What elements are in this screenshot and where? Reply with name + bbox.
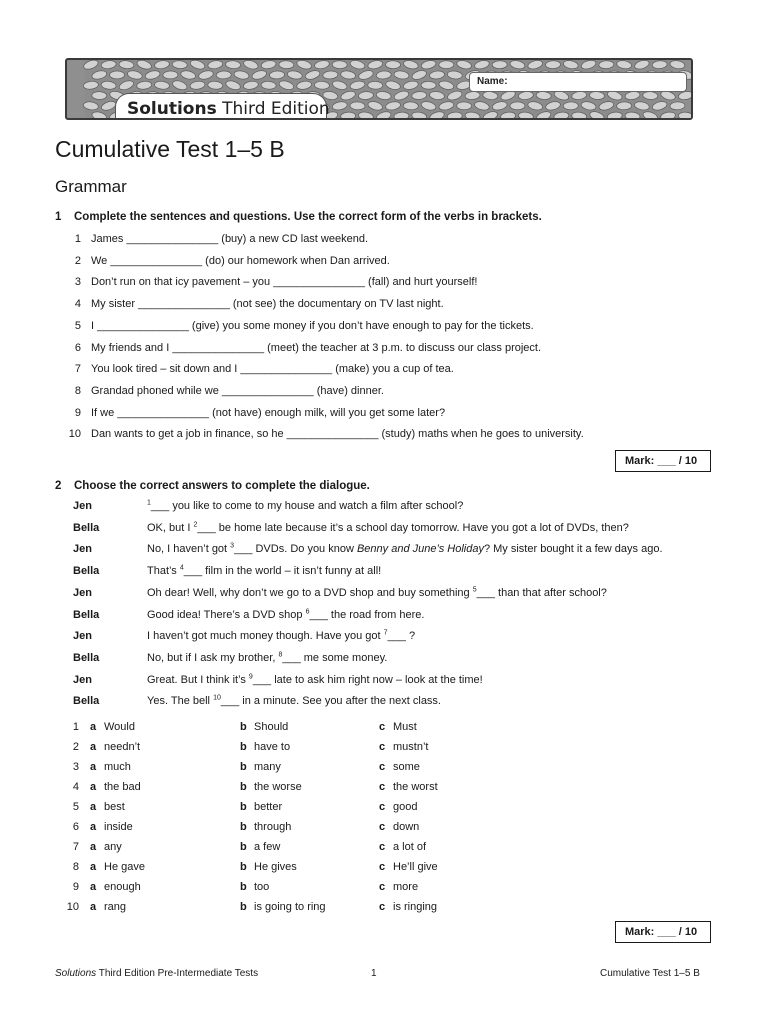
gap-number: 1 — [147, 499, 151, 507]
sentence-item — [62, 255, 390, 267]
dialogue-text: Great. But I think it’s — [147, 673, 249, 686]
option-c: Must — [393, 721, 417, 733]
item-number: 7 — [74, 363, 81, 376]
option-row — [62, 821, 722, 835]
option-letter: b — [240, 761, 247, 773]
item-number: 9 — [74, 406, 81, 419]
option-number: 4 — [72, 781, 79, 793]
option-c: a lot of — [393, 841, 427, 853]
footer-right: Cumulative Test 1–5 B — [600, 968, 700, 979]
option-a: needn’t — [104, 741, 141, 753]
item-number: 5 — [74, 319, 81, 332]
option-letter: c — [379, 821, 386, 833]
item-text: Grandad phoned while we _______________ (have) dinner. — [91, 384, 384, 397]
dialogue-text: Oh dear! Well, why don’t we go to a DVD shop and buy something — [147, 586, 473, 599]
item-number: 2 — [74, 254, 81, 267]
sentence-item — [62, 385, 384, 397]
option-letter: b — [240, 741, 247, 753]
dialogue-text: ? My sister bought it a few days ago. — [483, 543, 663, 556]
item-text: Dan wants to get a job in finance, so he _______________ (study) maths when he goes to university. — [91, 428, 584, 441]
option-letter: a — [90, 741, 97, 753]
option-letter: b — [240, 721, 247, 733]
gap-number: 8 — [278, 651, 283, 659]
dialogue-speaker: Jen — [73, 673, 92, 686]
option-letter: c — [379, 741, 386, 753]
option-number: 2 — [72, 741, 79, 753]
item-text: My sister _______________ (not see) the documentary on TV last night. — [91, 298, 444, 311]
dialogue-line — [147, 695, 441, 707]
dialogue-line — [147, 522, 629, 534]
item-text: I _______________ (give) you some money if you don’t have enough to pay for the tickets. — [91, 319, 534, 332]
option-b: He gives — [254, 861, 297, 873]
dialogue-speaker: Bella — [73, 608, 100, 621]
sentence-item — [62, 428, 584, 440]
dialogue-speaker: Bella — [73, 695, 100, 708]
gap-number: 4 — [179, 564, 184, 572]
option-b: is going to ring — [254, 901, 326, 913]
dialogue-line — [147, 674, 483, 686]
option-letter: c — [379, 761, 386, 773]
option-row — [62, 881, 722, 895]
option-a: much — [104, 761, 131, 773]
dialogue-text: ___ the road from here. — [309, 608, 425, 621]
option-b: many — [254, 761, 281, 773]
option-letter: c — [379, 721, 386, 733]
header-banner — [65, 58, 693, 120]
option-number: 6 — [72, 821, 79, 833]
option-b: the worse — [254, 781, 302, 793]
option-b: Should — [254, 721, 289, 733]
dialogue-text: Yes. The bell — [147, 695, 214, 708]
option-letter: c — [379, 901, 386, 913]
option-b: through — [254, 821, 292, 833]
option-a: rang — [104, 901, 127, 913]
option-letter: a — [90, 781, 97, 793]
item-text: Don’t run on that icy pavement – you _______________ (fall) and hurt yourself! — [91, 276, 478, 289]
dialogue-text: ___ film in the world – it isn’t funny at all! — [183, 565, 382, 578]
dialogue-line — [147, 565, 381, 577]
option-letter: a — [90, 881, 97, 893]
option-letter: c — [379, 881, 386, 893]
dialogue-line — [147, 587, 607, 599]
dialogue-speaker: Jen — [73, 500, 92, 512]
option-row — [62, 861, 722, 875]
mark-box-2 — [615, 921, 711, 943]
option-number: 5 — [72, 801, 79, 813]
dialogue-speaker: Bella — [73, 651, 100, 664]
mark-box-1 — [615, 450, 711, 472]
option-letter: a — [90, 761, 97, 773]
option-row — [62, 781, 722, 795]
option-letter: c — [379, 801, 386, 813]
item-number: 8 — [74, 384, 81, 397]
dialogue-text: ___ ? — [387, 630, 416, 643]
dialogue-speaker: Jen — [73, 543, 92, 556]
option-letter: a — [90, 841, 97, 853]
footer-brand: Solutions — [55, 968, 97, 979]
dialogue-text: ___ you like to come to my house and watch a film after school? — [150, 500, 464, 512]
sentence-item — [62, 363, 454, 375]
page-number: 1 — [371, 968, 377, 979]
dialogue-text: No, but if I ask my brother, — [147, 651, 279, 664]
option-letter: c — [379, 781, 386, 793]
footer-left — [55, 968, 258, 979]
gap-number: 5 — [472, 586, 477, 594]
dialogue-text: ___ be home late because it’s a school day tomorrow. Have you got a lot of DVDs, then? — [197, 521, 629, 534]
dialogue-text: OK, but I — [147, 521, 194, 534]
sentence-item — [62, 298, 444, 310]
option-c: some — [393, 761, 420, 773]
option-a: enough — [104, 881, 141, 893]
item-number: 6 — [74, 341, 81, 354]
option-letter: a — [90, 901, 97, 913]
dialogue-text: That’s — [147, 565, 180, 578]
brand-logo — [115, 93, 330, 120]
option-row — [62, 761, 722, 775]
sentence-item — [62, 320, 534, 332]
option-c: more — [393, 881, 419, 893]
name-label: Name: — [477, 76, 508, 87]
option-a: He gave — [104, 861, 145, 873]
option-number: 10 — [66, 901, 79, 913]
dialogue-text: ___ DVDs. Do you know — [234, 543, 357, 556]
name-field[interactable] — [469, 72, 687, 92]
dialogue-text: ___ in a minute. See you after the next class. — [220, 695, 441, 708]
option-letter: a — [90, 721, 97, 733]
brand-bold: Solutions — [127, 99, 217, 119]
dialogue-speaker: Bella — [73, 521, 100, 534]
option-a: best — [104, 801, 125, 813]
brand-rest: Third Edition — [216, 99, 330, 119]
option-c: is ringing — [393, 901, 438, 913]
dialogue-line — [147, 630, 415, 642]
option-a: any — [104, 841, 122, 853]
option-letter: b — [240, 861, 247, 873]
film-title: Benny and June’s Holiday — [356, 543, 484, 556]
option-letter: b — [240, 821, 247, 833]
option-b: too — [254, 881, 270, 893]
option-letter: b — [240, 901, 247, 913]
dialogue-text: ___ than that after school? — [476, 586, 607, 599]
option-letter: c — [379, 841, 386, 853]
instruction-text: Choose the correct answers to complete the dialogue. — [74, 480, 370, 492]
option-c: down — [393, 821, 420, 833]
question-number: 2 — [55, 480, 62, 492]
option-letter: a — [90, 801, 97, 813]
option-c: the worst — [393, 781, 438, 793]
dialogue-speaker: Bella — [73, 565, 100, 578]
sentence-item — [62, 276, 477, 288]
option-c: good — [393, 801, 418, 813]
item-text: James _______________ (buy) a new CD last weekend. — [91, 233, 369, 245]
question-1-instruction — [55, 211, 542, 223]
dialogue-line — [147, 609, 424, 621]
option-row — [62, 721, 722, 735]
dialogue-text: ___ late to ask him right now – look at the time! — [252, 673, 483, 686]
question-number: 1 — [55, 211, 62, 223]
footer-series: Third Edition Pre-Intermediate Tests — [96, 968, 259, 979]
option-letter: b — [240, 801, 247, 813]
option-a: Would — [104, 721, 135, 733]
option-number: 3 — [72, 761, 79, 773]
option-b: a few — [254, 841, 281, 853]
page-title: Cumulative Test 1–5 B — [55, 136, 285, 162]
gap-number: 10 — [213, 694, 221, 702]
question-2-instruction — [55, 480, 370, 492]
option-number: 1 — [72, 721, 79, 733]
option-b: better — [254, 801, 283, 813]
option-c: mustn’t — [393, 741, 429, 753]
dialogue-speaker: Jen — [73, 630, 92, 643]
option-letter: a — [90, 821, 97, 833]
option-letter: b — [240, 881, 247, 893]
option-row — [62, 741, 722, 755]
mark-text: Mark: ___ / 10 — [625, 455, 698, 467]
instruction-text: Complete the sentences and questions. Use the correct form of the verbs in brackets. — [74, 211, 542, 223]
option-number: 8 — [72, 861, 79, 873]
option-a: the bad — [104, 781, 141, 793]
dialogue-line — [147, 652, 387, 664]
gap-number: 3 — [230, 542, 235, 550]
option-number: 9 — [72, 881, 79, 893]
item-number: 1 — [74, 233, 81, 245]
item-number: 4 — [74, 298, 81, 311]
dialogue-line — [147, 500, 463, 512]
gap-number: 6 — [305, 607, 310, 615]
option-c: He’ll give — [393, 861, 438, 873]
sentence-item — [62, 342, 541, 354]
section-heading: Grammar — [55, 177, 127, 196]
option-row — [62, 841, 722, 855]
option-letter: b — [240, 841, 247, 853]
option-row — [62, 901, 722, 915]
dialogue-line — [147, 543, 663, 555]
option-b: have to — [254, 741, 291, 753]
sentence-item — [62, 407, 445, 419]
sentence-item — [62, 233, 368, 245]
item-text: If we _______________ (not have) enough milk, will you get some later? — [91, 406, 446, 419]
item-number: 10 — [68, 428, 81, 441]
option-letter: b — [240, 781, 247, 793]
dialogue-text: I haven’t got much money though. Have you got — [147, 630, 384, 643]
dialogue-text: No, I haven’t got — [147, 543, 231, 556]
gap-number: 7 — [383, 629, 388, 637]
item-text: We _______________ (do) our homework when Dan arrived. — [91, 254, 390, 267]
gap-number: 9 — [248, 672, 253, 680]
option-letter: c — [379, 861, 386, 873]
mark-text: Mark: ___ / 10 — [625, 926, 698, 938]
gap-number: 2 — [193, 521, 198, 529]
option-number: 7 — [72, 841, 79, 853]
item-text: My friends and I _______________ (meet) the teacher at 3 p.m. to discuss our class project. — [91, 341, 542, 354]
dialogue-speaker: Jen — [73, 586, 92, 599]
option-letter: a — [90, 861, 97, 873]
item-text: You look tired – sit down and I _______________ (make) you a cup of tea. — [91, 363, 454, 376]
option-a: inside — [104, 821, 133, 833]
item-number: 3 — [74, 276, 81, 289]
dialogue-text: ___ me some money. — [282, 651, 388, 664]
option-row — [62, 801, 722, 815]
dialogue-text: Good idea! There’s a DVD shop — [147, 608, 306, 621]
